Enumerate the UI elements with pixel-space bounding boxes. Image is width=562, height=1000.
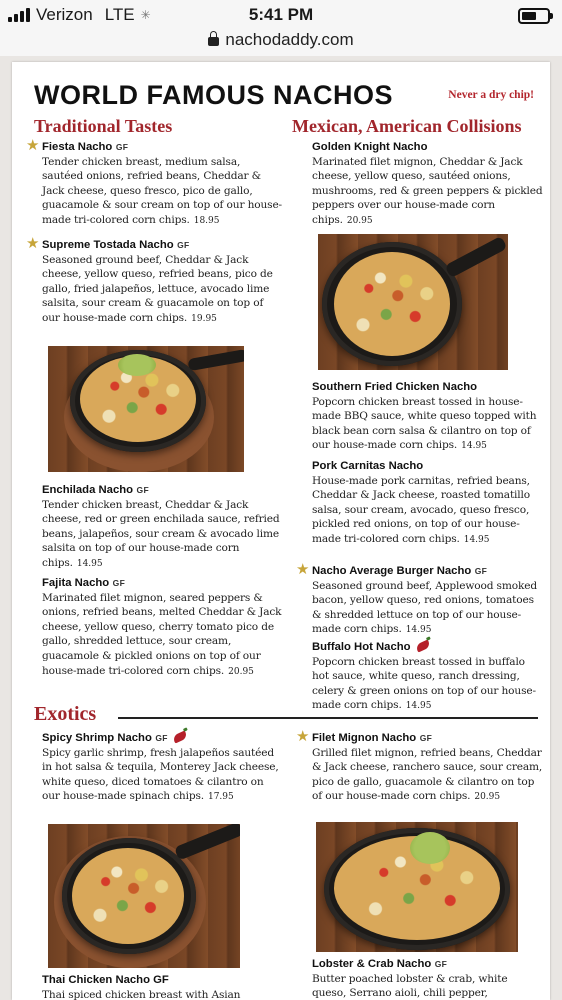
- item-price: 14.95: [463, 534, 490, 545]
- section-traditional: Traditional Tastes: [34, 116, 173, 136]
- address-bar[interactable]: [0, 28, 562, 56]
- photo-golden-knight: [318, 234, 508, 370]
- item-name: Golden Knight Nacho: [312, 141, 428, 153]
- item-description: Butter poached lobster & crab, white queso, Serrano aioli, chili pepper,: [312, 972, 508, 1000]
- item-name: Lobster & Crab Nacho: [312, 958, 432, 970]
- tagline: Never a dry chip!: [448, 89, 534, 101]
- section-exotics: Exotics: [34, 703, 97, 725]
- menu-item-thai-chicken: [42, 973, 282, 1000]
- carrier-name: Verizon: [36, 5, 93, 24]
- battery-icon: [518, 8, 550, 24]
- item-name: Filet Mignon Nacho: [312, 732, 417, 744]
- menu-item-burger: [312, 564, 544, 638]
- clock: 5:41 PM: [248, 5, 314, 24]
- item-description: Marinated filet mignon, Cheddar & Jack cheese, yellow queso, sautéed onions, mushrooms, red & green peppers & pickled peppers over our house-made corn chips.: [312, 155, 543, 226]
- item-name: Enchilada Nacho: [42, 484, 134, 496]
- menu-item-supreme: [42, 238, 280, 327]
- item-description: Popcorn chicken breast tossed in house-made BBQ sauce, white queso topped with black bean corn salsa & cilantro on top of our house-made corn chips.: [312, 395, 537, 452]
- gf-badge: GF: [474, 566, 488, 576]
- photo-filet-mignon: [316, 822, 518, 952]
- item-name: Buffalo Hot Nacho: [312, 641, 411, 653]
- url-text: nachodaddy.com: [225, 30, 354, 49]
- item-price: 20.95: [474, 792, 501, 803]
- item-price: 14.95: [461, 441, 487, 452]
- item-description: Spicy garlic shrimp, fresh jalapeños sautéed in hot salsa & tequila, Monterey Jack cheese, white queso, diced tomatoes & cilantro on our house-made spinach chips.: [42, 746, 279, 803]
- item-price: 20.95: [346, 215, 373, 226]
- gf-badge: GF: [177, 240, 190, 250]
- lock-icon: [208, 37, 219, 46]
- menu-item-pork-carnitas: [312, 459, 544, 548]
- item-description: Marinated filet mignon, seared peppers & onions, refried beans, melted Cheddar & Jack cheese, yellow queso, cherry tomato pico de gallo, shredded lettuce, sour cream, guacamole & pickled onions on top of our house-made tri-colored corn chips.: [42, 591, 282, 677]
- menu-page: [12, 62, 550, 1000]
- item-description: House-made pork carnitas, refried beans, Cheddar & Jack cheese, roasted tomatillo salsa, sour cream, avocado, queso fresco, pickled red onions, on top of our house-made tri-colored corn chips.: [312, 474, 530, 545]
- item-name: Supreme Tostada Nacho: [42, 239, 174, 251]
- loading-icon: ✳: [140, 8, 151, 22]
- menu-item-spicy-shrimp: [42, 731, 282, 805]
- gf-badge: GF: [419, 733, 433, 743]
- section-mexican: Mexican, American Collisions: [292, 116, 522, 136]
- item-price: 19.95: [191, 313, 217, 324]
- star-icon: ★: [26, 234, 40, 252]
- item-description: Popcorn chicken breast tossed in buffalo hot sauce, white queso, ranch dressing, celery & green onions on top of our house-made corn chips.: [312, 655, 536, 712]
- item-price: 18.95: [193, 215, 220, 226]
- gf-badge: GF: [155, 733, 168, 743]
- item-description: Seasoned ground beef, Applewood smoked bacon, yellow queso, red onions, tomatoes & shredded lettuce on top of our house-made corn chips.: [312, 579, 537, 636]
- item-description: Grilled filet mignon, refried beans, Cheddar & Jack cheese, ranchero sauce, sour cream, pico de gallo, guacamole & cilantro on top of our house-made corn chips.: [312, 746, 543, 803]
- gf-badge: GF: [434, 959, 448, 969]
- menu-item-fiesta: [42, 140, 282, 229]
- section-divider: [118, 717, 538, 719]
- item-name: Nacho Average Burger Nacho: [312, 565, 472, 577]
- menu-item-lobster-crab: [312, 957, 544, 1000]
- item-description: Thai spiced chicken breast with Asian: [42, 988, 241, 1000]
- item-name: Fajita Nacho: [42, 577, 110, 589]
- item-name: Spicy Shrimp Nacho: [42, 732, 152, 744]
- page-title: WORLD FAMOUS NACHOS: [34, 80, 393, 110]
- item-description: Tender chicken breast, Cheddar & Jack cheese, red or green enchilada sauce, refried beans, jalapeños, sour cream & avocado lime salsita on top of our house-made corn chips.: [42, 498, 280, 569]
- menu-item-enchilada: [42, 483, 282, 572]
- item-name: Southern Fried Chicken Nacho: [312, 381, 478, 393]
- chili-pepper-icon: [414, 639, 430, 652]
- item-price: 20.95: [228, 666, 254, 677]
- item-name: Pork Carnitas Nacho: [312, 460, 424, 472]
- item-price: 17.95: [207, 792, 234, 803]
- gf-badge: GF: [112, 578, 126, 588]
- photo-supreme-tostada: [48, 346, 244, 472]
- menu-item-filet-mignon: [312, 731, 544, 805]
- photo-thai-chicken: [48, 824, 240, 968]
- item-description: Tender chicken breast, medium salsa, sautéed onions, refried beans, Cheddar & Jack cheese, queso fresco, pico de gallo, guacamole & sour cream on top of our house-made tri-colored corn chips.: [42, 155, 282, 226]
- network-type: LTE: [104, 5, 135, 24]
- menu-item-fajita: [42, 576, 282, 679]
- star-icon: ★: [296, 727, 310, 745]
- item-description: Seasoned ground beef, Cheddar & Jack cheese, yellow queso, refried beans, pico de gallo, fried jalapeños, lettuce, avocado lime salsita, sour cream & guacamole on top of our house-made corn chips.: [42, 253, 273, 324]
- item-price: 14.95: [76, 558, 103, 569]
- star-icon: ★: [26, 136, 40, 154]
- item-name: Thai Chicken Nacho GF: [42, 974, 169, 986]
- menu-item-golden-knight: [312, 140, 544, 229]
- menu-item-southern-fried: [312, 380, 544, 454]
- chili-pepper-icon: [172, 730, 188, 743]
- gf-badge: GF: [115, 142, 129, 152]
- item-price: 14.95: [405, 701, 432, 712]
- star-icon: ★: [296, 560, 310, 578]
- item-price: 14.95: [405, 625, 432, 636]
- gf-badge: GF: [136, 485, 149, 495]
- item-name: Fiesta Nacho: [42, 141, 113, 153]
- menu-item-buffalo: [312, 640, 544, 714]
